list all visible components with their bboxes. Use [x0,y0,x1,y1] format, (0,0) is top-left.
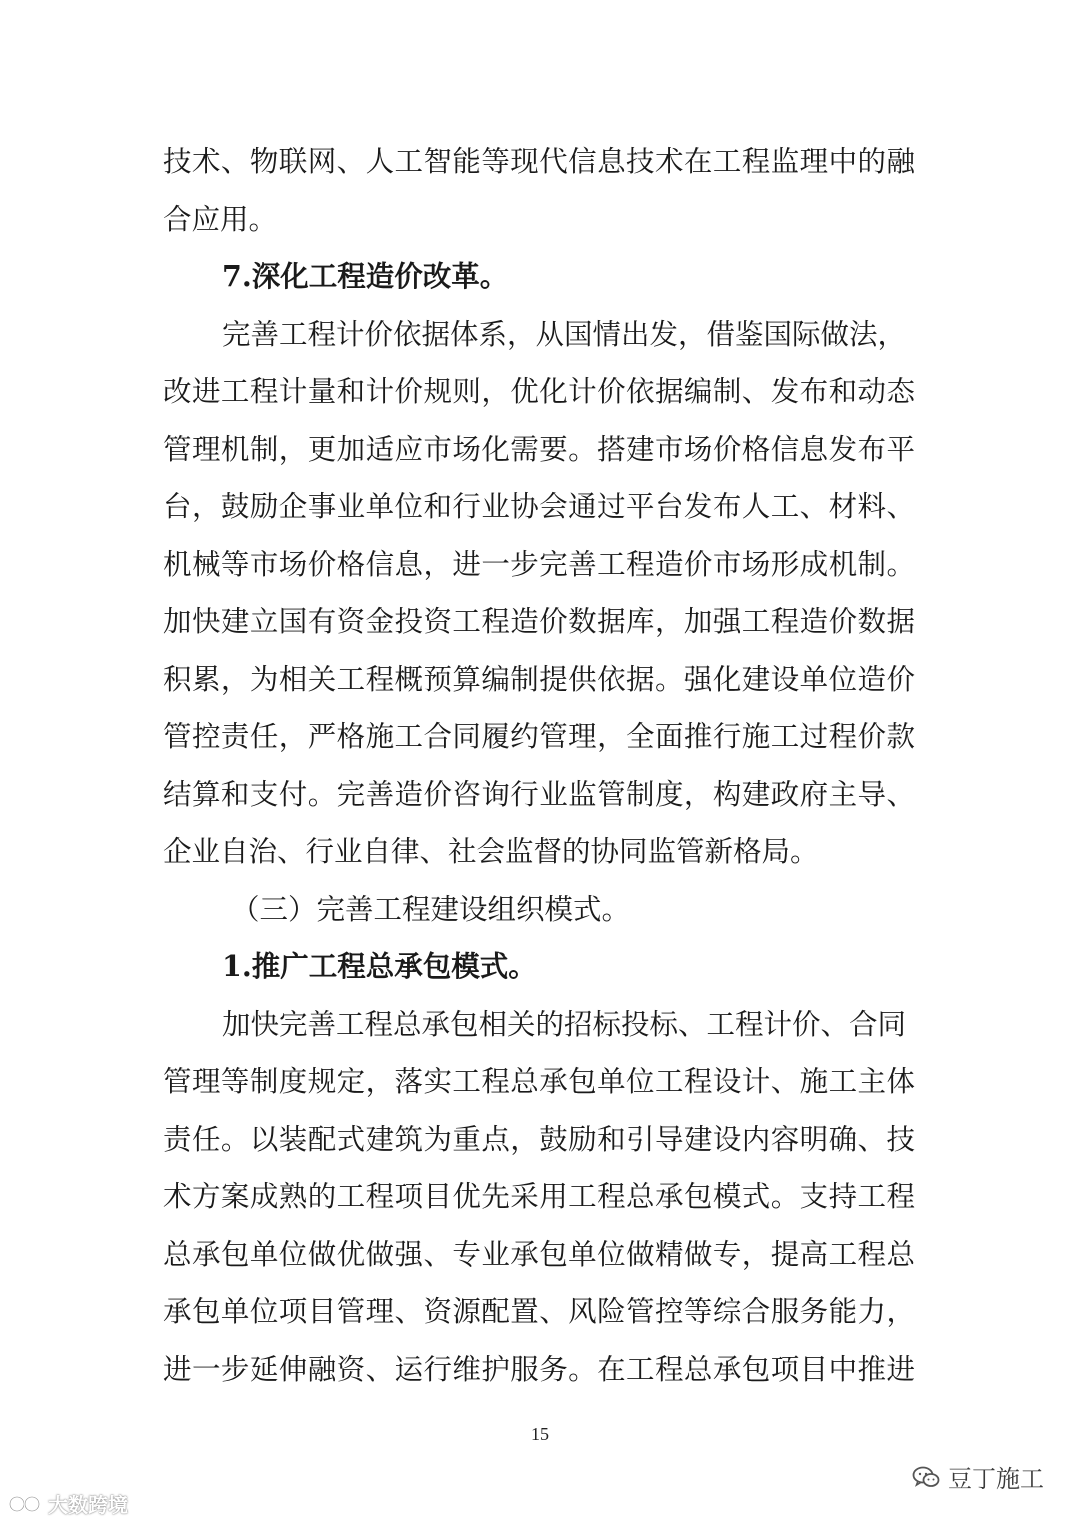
watermark-left [8,1489,128,1518]
text-line: 加快建立国有资金投资工程造价数据库，加强工程造价数据 [163,605,915,638]
text-line: 完善工程计价依据体系，从国情出发，借鉴国际做法， [222,317,907,351]
text-line: 改进工程计量和计价规则，优化计价依据编制、发布和动态 [163,375,915,408]
section-heading: 7.深化工程造价改革。 [222,259,509,293]
text-line: 技术、物联网、人工智能等现代信息技术在工程监理中的融 [163,145,915,178]
text-line: 管理等制度规定，落实工程总承包单位工程设计、施工主体 [163,1065,915,1098]
watermark-right-text: 豆丁施工 [948,1465,1044,1493]
text-line: 责任。以装配式建筑为重点，鼓励和引导建设内容明确、技 [163,1122,915,1156]
document-body [163,133,915,1398]
watermark-left-text: 大数跨境 [48,1493,128,1517]
text-line: 进一步延伸融资、运行维护服务。在工程总承包项目中推进 [163,1352,915,1386]
text-line: 管控责任，严格施工合同履约管理，全面推行施工过程价款 [163,720,915,753]
text-line: 企业自治、行业自律、社会监督的协同监管新格局。 [163,835,819,868]
text-line: 加快完善工程总承包相关的招标投标、工程计价、合同 [222,1007,907,1041]
wechat-icon [912,1465,940,1489]
text-line: 总承包单位做优做强、专业承包单位做精做专，提高工程总 [163,1237,915,1271]
text-line: 承包单位项目管理、资源配置、风险管控等综合服务能力， [163,1295,915,1328]
text-line: 台，鼓励企事业单位和行业协会通过平台发布人工、材料、 [163,490,915,523]
text-line: 合应用。 [163,202,278,236]
text-line: 机械等市场价格信息，进一步完善工程造价市场形成机制。 [163,547,915,581]
text-line: 术方案成熟的工程项目优先采用工程总承包模式。支持工程 [163,1180,915,1213]
section-heading: 1.推广工程总承包模式。 [222,949,537,983]
watermark-right [912,1459,1044,1494]
text-line: 管理机制，更加适应市场化需要。搭建市场价格信息发布平 [163,432,915,466]
brand-logo-icon [8,1494,42,1514]
subsection-heading: （三）完善工程建设组织模式。 [231,892,631,926]
page-number: 15 [531,1424,549,1444]
text-line: 积累，为相关工程概预算编制提供依据。强化建设单位造价 [163,662,915,696]
text-line: 结算和支付。完善造价咨询行业监管制度，构建政府主导、 [163,777,915,811]
